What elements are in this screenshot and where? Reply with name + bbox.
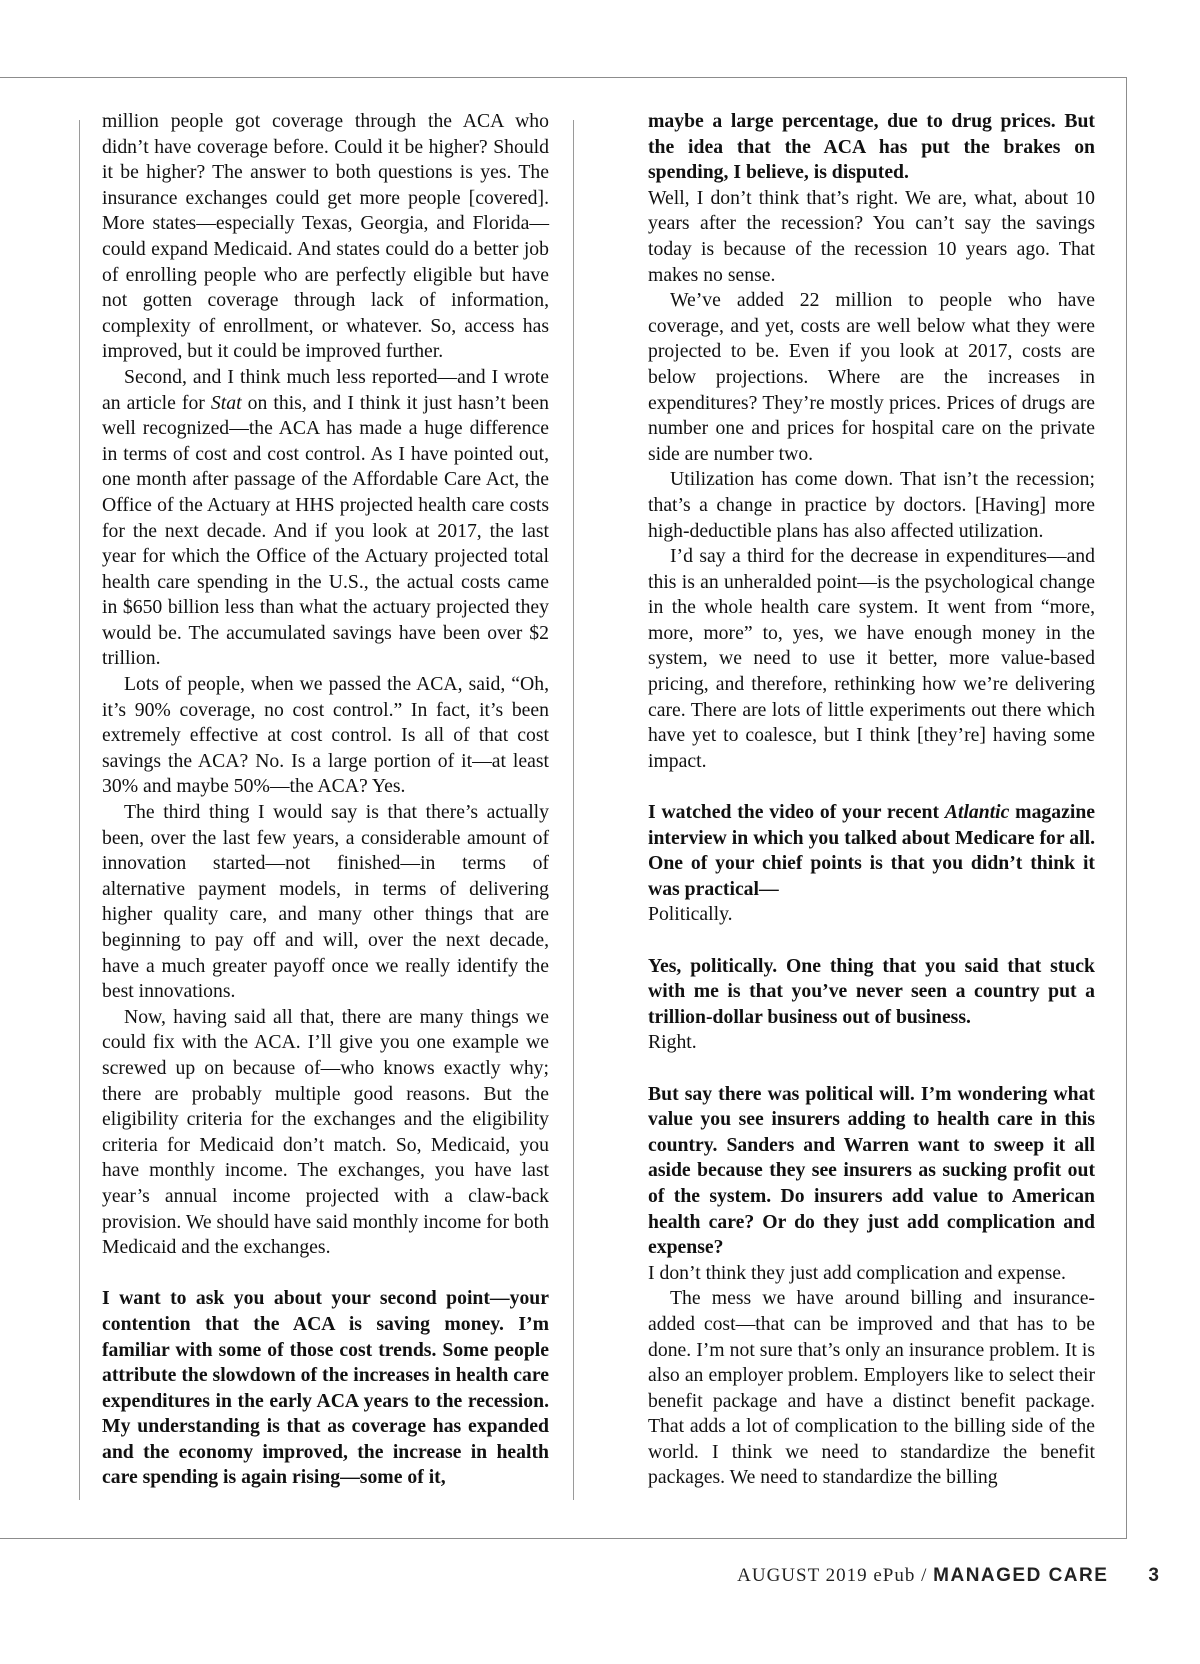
question-text: magazine interview in which you talked about Medicare for all. One of your chief points is that you didn’t think it was practical— [648, 801, 1096, 900]
paragraph: The third thing I would say is that there’s actually been, over the last few years, a considerable amount of innovation started—not finished—in terms of alternative payment models, in terms of delivering higher quality care, and many other things that are beginning to pay off and will, over the next decade, have a much greater payoff once we really identify the best innovations. [102, 801, 549, 1003]
page-number: 3 [1148, 1565, 1160, 1586]
paragraph: million people got coverage through the ACA who didn’t have coverage before. Could it be higher? Should it be higher? The answer to both questions is yes. The insurance exchanges could get more people [covered]. More states—especially Texas, Georgia, and Florida—could expand Medicaid. And states could do a better job of enrolling people who are perfectly eligible but have not gotten coverage through lack of information, complexity of enrollment, or whatever. So, access has improved, but it could be improved further. [102, 110, 549, 363]
paragraph: I’d say a third for the decrease in expenditures—and this is an unheralded point—is the psychological change in the whole health care system. It went from “more, more, more” to, yes, we have enough money in the system, we need to use it better, more value-based pricing, and therefore, rethinking how we’re delivering care. There are lots of little experiments out there which have yet to coalesce, but I think [they’re] having some impact. [648, 545, 1095, 772]
interview-answer: Well, I don’t think that’s right. We are, what, about 10 years after the recession? You can’t say the savings today is because of the recession 10 years ago. That makes no sense. [648, 186, 1095, 286]
interview-answer: Politically. [648, 903, 733, 926]
left-column [102, 109, 549, 1491]
paragraph-text: on this, and I think it just hasn’t been well recognized—the ACA has made a huge difference in terms of cost and cost control. As I have pointed out, one month after passage of the Affordable Care Act, the Office of the Actuary at HHS projected health care costs for the next decade. And if you look at 2017, the last year for which the Office of the Actuary projected total health care spending in the U.S., the actual costs came in $650 billion less than what the actuary projected they would be. The accumulated savings have been over $2 trillion. [102, 391, 549, 670]
paragraph: Now, having said all that, there are many things we could fix with the ACA. I’ll give you one example we screwed up on because of—who knows exactly why; there are probably multiple good reasons. But the eligibility criteria for the exchanges and the eligibility criteria for Medicaid don’t match. So, Medicaid, you have monthly income. The exchanges, you have last year’s annual income projected with a claw-back provision. We should have said monthly income for both Medicaid and the exchanges. [102, 1005, 549, 1259]
page-footer [737, 1565, 1160, 1587]
publication-name: Stat [210, 391, 242, 414]
paragraph: We’ve added 22 million to people who have coverage, and yet, costs are well below what they were projected to be. Even if you look at 2017, costs are below projections. Where are the increases in expenditures? They’re mostly prices. Prices of drugs are number one and prices for hospital care on the private side are number two. [648, 289, 1095, 465]
center-column-rule [573, 120, 574, 1500]
spacer [102, 1261, 549, 1287]
issue-label: AUGUST 2019 ePub / [737, 1565, 934, 1586]
interview-question: I want to ask you about your second point—your contention that the ACA is saving money. I’m familiar with some of those cost trends. Some people attribute the slowdown of the increases in health care expenditures in the early ACA years to the recession. My understanding is that as coverage has expanded and the economy improved, the increase in health care spending is again rising—some of it, [102, 1287, 549, 1489]
interview-answer: Right. [648, 1031, 697, 1054]
paragraph [102, 365, 549, 672]
paragraph: Lots of people, when we passed the ACA, said, “Oh, it’s 90% coverage, no cost control.” In fact, it’s been extremely effective at cost control. Is all of that cost savings the ACA? No. Is a large portion of it—at least 30% and maybe 50%—the ACA? Yes. [102, 673, 549, 798]
publication-name: Atlantic [944, 801, 1010, 824]
paragraph: Utilization has come down. That isn’t the recession; that’s a change in practice by doctors. [Having] more high-deductible plans has also affected utilization. [648, 468, 1095, 542]
spacer [648, 774, 1095, 800]
interview-answer: I don’t think they just add complication and expense. [648, 1261, 1066, 1284]
paragraph-text: Second, and I think much less reported—and I wrote an article for [102, 365, 549, 414]
spacer [648, 928, 1095, 954]
left-column-rule [79, 120, 80, 1500]
right-column [648, 109, 1095, 1491]
question-text: I watched the video of your recent [648, 801, 945, 824]
interview-question: maybe a large percentage, due to drug prices. But the idea that the ACA has put the brakes on spending, I believe, is disputed. [648, 110, 1095, 184]
paragraph: The mess we have around billing and insurance-added cost—that can be improved and that has to be done. I’m not sure that’s only an insurance problem. It is also an employer problem. Employers like to select their benefit package and have a distinct benefit package. That adds a lot of complication to the billing side of the world. I think we need to standardize the benefit packages. We need to standardize the billing [648, 1287, 1095, 1489]
publication-title: MANAGED CARE [933, 1565, 1109, 1586]
interview-question [648, 800, 1095, 902]
spacer [648, 1056, 1095, 1082]
interview-question: Yes, politically. One thing that you said that stuck with me is that you’ve never seen a country put a trillion-dollar business out of business. [648, 954, 1095, 1028]
interview-question: But say there was political will. I’m wondering what value you see insurers adding to health care in this country. Sanders and Warren want to sweep it all aside because they see insurers as sucking profit out of the system. Do insurers add value to American health care? Or do they just add complication and expense? [648, 1082, 1095, 1259]
